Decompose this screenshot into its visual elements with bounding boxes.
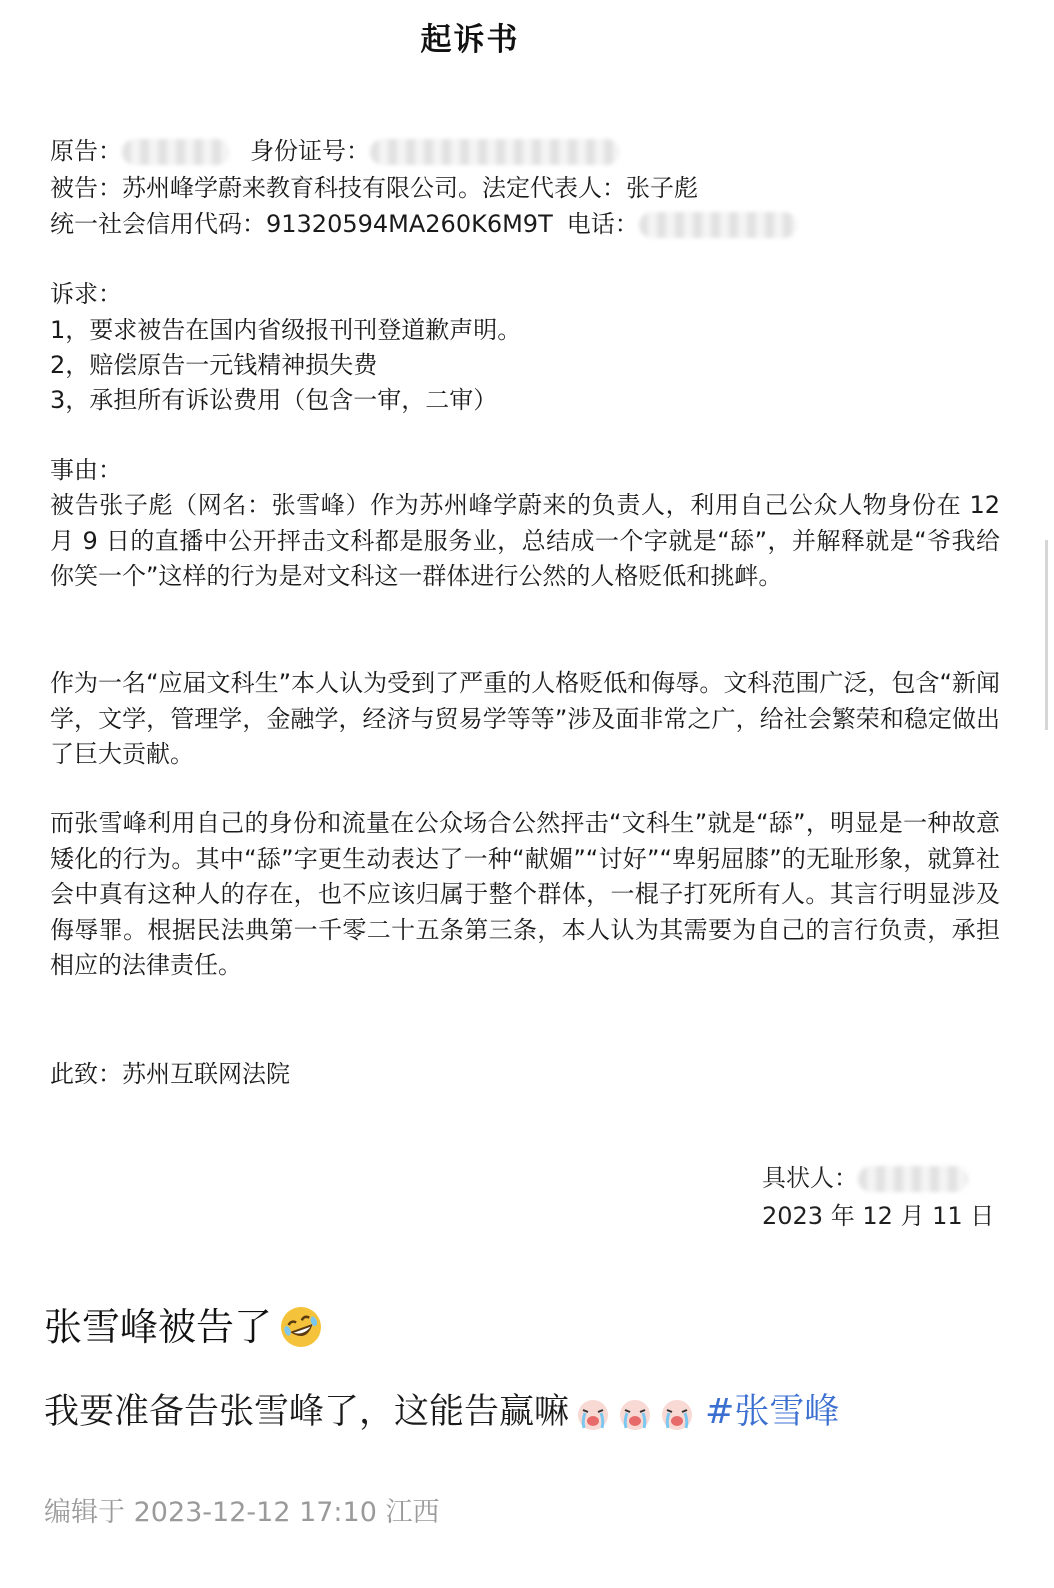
defendant-line: 被告：苏州峰学蔚来教育科技有限公司。法定代表人：张子彪 [50,174,698,202]
reason-heading: 事由： [50,456,122,484]
crying-face-icon [617,1394,653,1430]
post-title-text: 张雪峰被告了 [44,1305,273,1349]
credit-code: 统一社会信用代码：91320594MA260K6M9T [50,210,553,238]
page-edge [1045,540,1048,730]
id-number-redacted [370,139,620,165]
reason-paragraph: 而张雪峰利用自己的身份和流量在公众场合公然抨击“文科生”就是“舔”，明显是一种故意矮化的行为。其中“舔”字更生动表达了一种“献媚”“讨好”“卑躬屈膝”的无耻形象，就算社会中真有这种人的存在，也不应该归属于整个群体，一棍子打死所有人。其言行明显涉及侮辱罪。根据民法典第一千零二十五条第三条，本人认为其需要为自己的言行负责，承担相应的法律责任。 [50,809,1000,979]
document-date: 2023 年 12 月 11 日 [762,1202,995,1230]
credit-code-line [50,206,797,242]
claims-heading: 诉求： [50,280,122,308]
signer-line [762,1160,1002,1196]
reason-paragraph: 作为一名“应届文科生”本人认为受到了严重的人格贬低和侮辱。文科范围广泛，包含“新闻学，文学，管理学，金融学，经济与贸易学等等”涉及面非常之广，给社会繁荣和稳定做出了巨大贡献。 [50,669,1000,768]
document-title: 起诉书 [420,22,520,58]
post-title [44,1300,324,1354]
id-label: 身份证号： [250,137,370,165]
claim-item: 2，赔偿原告一元钱精神损失费 [50,351,378,379]
signer-label: 具状人： [762,1164,858,1192]
post-edit-meta: 编辑于 2023-12-12 17:10 江西 [44,1497,440,1528]
signature-block [762,1160,1002,1234]
reason-paragraph: 被告张子彪（网名：张雪峰）作为苏州峰学蔚来的负责人，利用自己公众人物身份在 12 月 9 日的直播中公开抨击文科都是服务业，总结成一个字就是“舔”，并解释就是“爷我给你笑一个”这样的行为是对文科这一群体进行公然的人格贬低和挑衅。 [50,491,1000,590]
plaintiff-line [50,133,620,169]
plaintiff-name-redacted [122,139,230,165]
phone-redacted [639,212,797,238]
claim-item: 1，要求被告在国内省级报刊刊登道歉声明。 [50,316,522,344]
phone-label: 电话： [566,210,639,238]
post-body [44,1385,839,1439]
rolling-laughing-emoji-icon [278,1304,324,1350]
claim-item: 3，承担所有诉讼费用（包含一审，二审） [50,386,498,414]
addressee: 此致：苏州互联网法院 [50,1060,290,1088]
signer-name-redacted [858,1166,968,1192]
crying-face-icon [659,1394,695,1430]
plaintiff-label: 原告： [50,137,122,165]
crying-face-icon [575,1394,611,1430]
hashtag-link[interactable]: #张雪峰 [705,1392,840,1432]
post-body-text: 我要准备告张雪峰了，这能告赢嘛 [44,1392,570,1432]
